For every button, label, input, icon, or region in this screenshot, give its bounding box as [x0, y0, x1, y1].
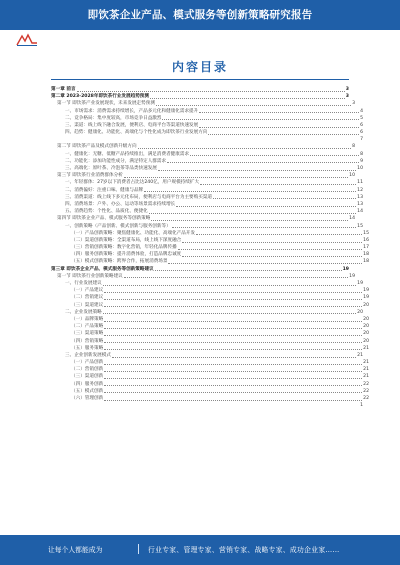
- toc-page-number: 22: [363, 388, 369, 394]
- dot-leader: [104, 400, 362, 401]
- toc-entry[interactable]: [51, 323, 369, 330]
- toc-entry-title: （一）产品创新: [71, 360, 104, 366]
- toc-page-number: 21: [363, 345, 369, 351]
- toc-entry[interactable]: [51, 280, 363, 287]
- dot-leader: [104, 335, 362, 336]
- toc-entry[interactable]: [51, 151, 363, 158]
- toc-entry[interactable]: [51, 237, 369, 244]
- toc-entry[interactable]: [51, 108, 363, 115]
- toc-page-number: 20: [363, 331, 369, 337]
- toc-page-number: 13: [357, 201, 363, 207]
- dot-leader: [172, 227, 356, 228]
- toc-entry-title: 二、竞争格局：集中度较高，市场竞争日益激烈: [65, 115, 162, 121]
- toc-page-number: 3: [345, 86, 349, 92]
- toc-entry-title: （五）模式创新策略：跨界合作，拓展消费场景: [71, 259, 168, 265]
- toc-entry-title: 一、年轻群体：27岁以下消费者占比达240亿，用户规模持续扩大: [65, 180, 200, 186]
- dot-leader: [77, 91, 345, 92]
- dot-leader: [149, 213, 356, 214]
- dot-leader: [158, 170, 356, 171]
- footer-tagline: 行业专家、管理专家、营销专家、战略专家、成功企业家……: [148, 546, 340, 554]
- dot-leader: [104, 349, 362, 350]
- toc-entry-title: （三）营销创新策略：数字化营销，年轻化品牌传播: [71, 245, 177, 251]
- toc-heading: 内容目录: [171, 60, 228, 74]
- toc-entry[interactable]: [51, 194, 363, 201]
- dot-leader: [178, 249, 362, 250]
- toc-entry-title: （五）模式创新: [71, 388, 104, 394]
- toc-page-number: 21: [363, 360, 369, 366]
- toc-entry[interactable]: [51, 86, 349, 93]
- toc-page-number: 14: [349, 216, 355, 222]
- heading-divider: [51, 79, 349, 80]
- toc-entry-title: 四、消费场景：户外、办公、运动等场景需求持续增长: [65, 201, 176, 207]
- toc-entry[interactable]: [51, 395, 369, 402]
- toc-entry[interactable]: [51, 172, 355, 179]
- dot-leader: [199, 112, 359, 113]
- dot-leader: [104, 378, 362, 379]
- publisher-logo-icon: [16, 33, 38, 47]
- dot-leader: [176, 206, 356, 207]
- toc-page-number: 20: [363, 338, 369, 344]
- toc-entry-title: 一、行业发展建议: [65, 281, 102, 287]
- toc-entry-title: 第二章 2023-2028年即饮茶行业发展趋势预测: [51, 94, 149, 100]
- toc-entry-title: 二、功能化：添加功能性成分，满足特定人群需求: [65, 158, 167, 164]
- toc-page-number: 8: [360, 151, 363, 157]
- toc-entry-title: 三、高端化：原叶茶、冷泡茶等品类快速发展: [65, 166, 157, 172]
- toc-entry[interactable]: [51, 302, 369, 309]
- toc-page-number: 20: [363, 302, 369, 308]
- dot-leader: [196, 234, 362, 235]
- table-of-contents: [51, 86, 369, 504]
- toc-page-number: 21: [363, 367, 369, 373]
- toc-entry[interactable]: [51, 208, 363, 215]
- toc-page-number: 14: [357, 209, 363, 215]
- dot-leader: [213, 198, 356, 199]
- toc-entry[interactable]: [51, 136, 363, 143]
- toc-entry-title: 四、趋势：健康化、功能化、高端化与个性化成为即饮茶行业发展方向: [65, 130, 208, 136]
- toc-entry[interactable]: [51, 223, 363, 230]
- toc-page-number: 19: [349, 273, 355, 279]
- dot-leader: [104, 342, 362, 343]
- toc-entry[interactable]: [51, 215, 355, 222]
- toc-page-number: 20: [363, 316, 369, 322]
- dot-leader: [167, 162, 359, 163]
- dot-leader: [156, 105, 351, 106]
- toc-page-number: 20: [357, 309, 363, 315]
- toc-page-number: 15: [357, 223, 363, 229]
- dot-leader: [103, 313, 356, 314]
- toc-entry[interactable]: [51, 381, 369, 388]
- toc-page-number: 22: [363, 381, 369, 387]
- dot-leader: [104, 364, 362, 365]
- toc-entry[interactable]: [51, 294, 369, 301]
- dot-leader: [200, 184, 356, 185]
- toc-page-number: 10: [357, 166, 363, 172]
- toc-entry[interactable]: [51, 287, 369, 294]
- toc-entry[interactable]: [51, 230, 369, 237]
- toc-page-number: 19: [357, 281, 363, 287]
- dot-leader: [162, 119, 359, 120]
- page-header-band: [0, 0, 400, 30]
- toc-entry-title: （二）营销创新: [71, 367, 104, 373]
- toc-entry[interactable]: [51, 359, 369, 366]
- toc-entry-title: 第三章 即饮茶企业产品、模式服务等创新策略建议: [51, 266, 154, 272]
- toc-entry[interactable]: [51, 330, 369, 337]
- toc-page-number: 20: [363, 324, 369, 330]
- toc-entry-title: （二）渠道创新策略：全渠道布局，线上线下深度融合: [71, 237, 182, 243]
- toc-page-number: 9: [360, 158, 363, 164]
- toc-entry-title: 一、创新策略（产品创新、模式创新与服务创新等）: [65, 223, 171, 229]
- toc-entry-title: 第二节 即饮茶产品及模式创新升级方向: [57, 144, 137, 150]
- toc-entry[interactable]: [51, 374, 369, 381]
- toc-entry-title: 第三节 即饮茶行业消费群体分析: [57, 173, 123, 179]
- toc-page-number: 19: [342, 266, 349, 272]
- toc-entry[interactable]: [51, 179, 363, 186]
- toc-page-number: 4: [360, 108, 363, 114]
- toc-page-number: 16: [363, 237, 369, 243]
- toc-entry-title: （四）服务创新策略：提升消费体验，打造品牌忠诚度: [71, 252, 182, 258]
- toc-page-number: 6: [360, 122, 363, 128]
- dot-leader: [182, 256, 362, 257]
- dot-leader: [104, 328, 362, 329]
- toc-entry[interactable]: [51, 244, 369, 251]
- toc-entry[interactable]: [51, 115, 363, 122]
- toc-entry-title: 三、企业创新发展模式: [65, 352, 111, 358]
- dot-leader: [104, 371, 362, 372]
- toc-entry[interactable]: [51, 93, 349, 100]
- dot-leader: [155, 270, 342, 271]
- dot-leader: [103, 285, 356, 286]
- dot-leader: [124, 277, 348, 278]
- dot-leader: [104, 299, 362, 300]
- toc-entry[interactable]: [51, 309, 363, 316]
- toc-page-number: 22: [363, 396, 369, 402]
- toc-page-number: 1: [360, 403, 363, 409]
- toc-entry[interactable]: [51, 366, 369, 373]
- toc-page-number: 21: [363, 374, 369, 380]
- dot-leader: [151, 220, 348, 221]
- toc-entry[interactable]: [51, 316, 369, 323]
- toc-entry-title: 第四节 即饮茶企业产品、模式服务等创新策略: [57, 216, 151, 222]
- toc-entry[interactable]: [51, 273, 355, 280]
- toc-entry[interactable]: [51, 129, 363, 136]
- dot-leader: [168, 263, 362, 264]
- dot-leader: [144, 191, 356, 192]
- report-title: 即饮茶企业产品、模式服务等创新策略研究报告: [87, 9, 313, 21]
- toc-entry-title: （四）营销策略: [71, 338, 104, 344]
- toc-entry[interactable]: [51, 259, 369, 266]
- toc-entry-title: （三）渠道策略: [71, 331, 104, 337]
- toc-entry-title: 第一节 即饮茶产业发展现状，未来发展走势预测: [57, 101, 155, 107]
- toc-entry-title: 第一章 前言: [51, 86, 76, 92]
- toc-entry-title: （三）渠道创新: [71, 374, 104, 380]
- toc-page-number: 13: [357, 194, 363, 200]
- toc-entry-title: （二）产品策略: [71, 324, 104, 330]
- toc-entry-title: （二）营销建议: [71, 295, 104, 301]
- toc-entry-title: （五）服务策略: [71, 345, 104, 351]
- toc-entry[interactable]: [51, 251, 369, 258]
- dot-leader: [190, 155, 359, 156]
- toc-entry[interactable]: [51, 345, 369, 352]
- dot-leader: [104, 385, 362, 386]
- toc-entry[interactable]: [51, 158, 363, 165]
- dot-leader: [150, 98, 345, 99]
- toc-page-number: 3: [352, 101, 355, 107]
- toc-entry-title: 五、消费趋势：个性化、品质化、便捷化: [65, 209, 148, 215]
- toc-continuation-marker: [51, 402, 363, 409]
- toc-page-number: 7: [360, 137, 363, 143]
- toc-entry-title: 一、市场需求：消费需求持续增长，产品多元化和健康化需求提升: [65, 108, 199, 114]
- toc-entry-title: （四）服务创新: [71, 381, 104, 387]
- toc-page-number: 10: [349, 173, 355, 179]
- toc-page-number: 8: [352, 144, 355, 150]
- dot-leader: [208, 134, 359, 135]
- dot-leader: [112, 357, 356, 358]
- footer-divider: [138, 544, 139, 554]
- toc-entry-title: 三、消费渠道：线上线下多元化布局，便利店与电商平台为主要购买渠道: [65, 194, 213, 200]
- toc-page-number: 6: [360, 130, 363, 136]
- toc-entry-title: 三、渠道：线上线下融合发展，便利店、电商平台等渠道快速发展: [65, 122, 199, 128]
- toc-entry[interactable]: [51, 100, 355, 107]
- toc-entry[interactable]: [51, 144, 355, 151]
- toc-page-number: 5: [360, 115, 363, 121]
- toc-entry-title: （一）产品建议: [71, 288, 104, 294]
- toc-entry[interactable]: [51, 122, 363, 129]
- toc-entry-title: （一）品牌策略: [71, 316, 104, 322]
- dot-leader: [138, 148, 352, 149]
- toc-page-number: 3: [345, 94, 349, 100]
- toc-entry-title: 第一节 即饮茶行业创新策略建议: [57, 273, 123, 279]
- toc-entry-title: （六）管理创新: [71, 396, 104, 402]
- toc-entry[interactable]: [51, 165, 363, 172]
- page-footer-band: [0, 535, 400, 565]
- dot-leader: [104, 321, 362, 322]
- toc-entry[interactable]: [51, 201, 363, 208]
- footer-slogan: 让每个人都能成为: [48, 546, 103, 554]
- toc-page-number: 21: [357, 352, 363, 358]
- dot-leader: [104, 292, 362, 293]
- toc-page-number: 19: [363, 288, 369, 294]
- toc-entry-title: 二、企业发展策略: [65, 309, 102, 315]
- dot-leader: [199, 127, 359, 128]
- toc-entry-title: （三）渠道建议: [71, 302, 104, 308]
- toc-page-number: 18: [363, 259, 369, 265]
- dot-leader: [182, 242, 362, 243]
- toc-entry[interactable]: [51, 338, 369, 345]
- toc-entry[interactable]: [51, 388, 369, 395]
- toc-entry-title: （一）产品创新策略：聚焦健康化、功能化、高端化产品开发: [71, 230, 196, 236]
- toc-page-number: 19: [363, 295, 369, 301]
- toc-entry-title: 一、健康化：无糖、低糖产品持续推出，满足消费者健康需求: [65, 151, 190, 157]
- dot-leader: [124, 177, 348, 178]
- toc-page-number: 11: [357, 180, 363, 186]
- toc-entry[interactable]: [51, 352, 363, 359]
- toc-entry[interactable]: [51, 266, 349, 273]
- dot-leader: [104, 392, 362, 393]
- toc-page-number: 18: [363, 252, 369, 258]
- toc-page-number: 12: [357, 187, 363, 193]
- toc-page-number: 17: [363, 245, 369, 251]
- dot-leader: [104, 306, 362, 307]
- toc-entry-title: 二、消费偏好：注重口味、健康与品牌: [65, 187, 144, 193]
- toc-entry[interactable]: [51, 187, 363, 194]
- toc-page-number: 15: [363, 230, 369, 236]
